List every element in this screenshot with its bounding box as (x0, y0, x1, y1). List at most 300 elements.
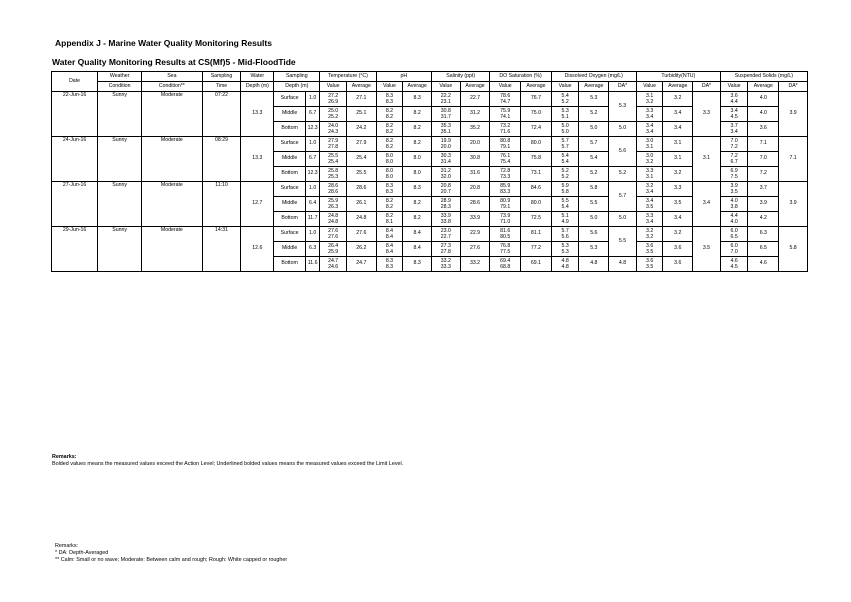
salinity-values (431, 227, 460, 242)
do-saturation-values-reading: 79.1 (500, 204, 511, 210)
suspended-solids-values-reading: 7.0 (730, 138, 738, 144)
temperature-values (320, 92, 347, 107)
dissolved-oxygen-values-reading: 5.1 (561, 213, 569, 219)
dissolved-oxygen-values (551, 92, 579, 107)
turbidity-values-reading: 3.4 (646, 129, 654, 135)
turbidity-values-reading: 3.6 (646, 243, 654, 249)
dissolved-oxygen-average: 5.6 (579, 227, 609, 242)
ph-values-reading: 8.0 (385, 159, 394, 165)
do-saturation-values-reading: 79.1 (500, 144, 511, 150)
suspended-solids-values (720, 197, 748, 212)
sampling-depth-cell: 1.0 (305, 92, 319, 107)
dissolved-oxygen-values-reading: 5.7 (561, 144, 569, 150)
suspended-solids-values-reading: 7.5 (730, 174, 738, 180)
date-cell: 29-Jun-16 (52, 227, 98, 272)
suspended-solids-average: 4.2 (748, 212, 779, 227)
ph-average: 8.2 (403, 137, 432, 152)
turbidity-values (636, 242, 663, 257)
suspended-solids-values-reading: 4.0 (730, 219, 738, 225)
ph-values-reading: 8.2 (385, 213, 394, 219)
temperature-average: 27.1 (346, 92, 376, 107)
dissolved-oxygen-values-reading: 5.4 (561, 153, 569, 159)
dissolved-oxygen-values (551, 227, 579, 242)
dissolved-oxygen-da-bottom: 5.2 (609, 167, 637, 182)
header-dosat-average: Average (521, 82, 552, 92)
do-saturation-values-reading: 68.8 (500, 264, 511, 270)
salinity-values-reading: 33.2 (440, 258, 451, 264)
suspended-solids-values (720, 167, 748, 182)
temperature-values (320, 167, 347, 182)
suspended-solids-values-reading: 7.2 (730, 153, 738, 159)
table-row (52, 137, 808, 152)
temperature-average: 27.9 (346, 137, 376, 152)
sampling-level-cell: Bottom (274, 122, 306, 137)
salinity-values-reading: 33.3 (440, 264, 451, 270)
temperature-values (320, 182, 347, 197)
salinity-values-reading: 28.3 (440, 204, 451, 210)
dissolved-oxygen-values-reading: 5.1 (561, 114, 569, 120)
sampling-time-cell: 14:31 (202, 227, 241, 272)
sampling-depth-cell: 6.7 (305, 107, 319, 122)
suspended-solids-values (720, 227, 748, 242)
dissolved-oxygen-values (551, 152, 579, 167)
dissolved-oxygen-average: 5.0 (579, 122, 609, 137)
temperature-values-reading: 27.6 (328, 228, 339, 234)
header-water-depth-sub: Depth (m) (241, 82, 274, 92)
dissolved-oxygen-values-reading: 5.8 (561, 189, 569, 195)
dissolved-oxygen-values-reading: 5.7 (561, 138, 569, 144)
remarks-bottom (55, 543, 287, 565)
dissolved-oxygen-values-reading: 5.2 (561, 168, 569, 174)
ph-average: 8.4 (403, 227, 432, 242)
sampling-level-cell: Surface (274, 182, 306, 197)
ph-values (376, 122, 403, 137)
header-turb-average: Average (663, 82, 693, 92)
suspended-solids-da: 5.8 (779, 227, 808, 272)
turbidity-values (636, 197, 663, 212)
salinity-values (431, 92, 460, 107)
do-saturation-values-reading: 77.5 (500, 249, 511, 255)
do-saturation-values-reading: 75.9 (500, 108, 511, 114)
ph-average: 8.4 (403, 242, 432, 257)
suspended-solids-values-reading: 4.5 (730, 264, 738, 270)
temperature-values-reading: 28.6 (328, 189, 339, 195)
temperature-values-reading: 25.9 (328, 249, 339, 255)
dissolved-oxygen-values-reading: 5.3 (561, 249, 569, 255)
turbidity-average: 3.6 (663, 257, 693, 272)
turbidity-values-reading: 3.3 (646, 108, 654, 114)
salinity-average: 20.8 (460, 182, 490, 197)
turbidity-values (636, 212, 663, 227)
header-weather: Weather (98, 72, 142, 82)
temperature-values-reading: 24.6 (328, 264, 339, 270)
suspended-solids-values-reading: 6.5 (730, 234, 738, 240)
dissolved-oxygen-average: 5.8 (579, 182, 609, 197)
salinity-values-reading: 19.9 (440, 138, 451, 144)
turbidity-values-reading: 3.3 (646, 168, 654, 174)
suspended-solids-da: 7.1 (779, 137, 808, 182)
do-saturation-values (490, 257, 521, 272)
suspended-solids-average: 7.1 (748, 137, 779, 152)
header-sampling-time-sub: Time (202, 82, 241, 92)
header-sal-value: Value (431, 82, 460, 92)
dissolved-oxygen-average: 5.3 (579, 92, 609, 107)
salinity-values (431, 167, 460, 182)
temperature-values-reading: 28.6 (328, 183, 339, 189)
suspended-solids-da: 3.9 (779, 92, 808, 137)
table-body (52, 92, 808, 272)
suspended-solids-values (720, 122, 748, 137)
temperature-average: 25.4 (346, 152, 376, 167)
salinity-average: 33.2 (460, 257, 490, 272)
do-saturation-values-reading: 74.1 (500, 114, 511, 120)
turbidity-values (636, 257, 663, 272)
do-saturation-values (490, 167, 521, 182)
temperature-values (320, 137, 347, 152)
header-do-value: Value (551, 82, 579, 92)
temperature-values (320, 107, 347, 122)
temperature-values-reading: 24.8 (328, 213, 339, 219)
do-saturation-values-reading: 83.3 (500, 189, 511, 195)
header-ss-value: Value (720, 82, 748, 92)
turbidity-da: 3.1 (693, 137, 721, 182)
suspended-solids-average: 4.6 (748, 257, 779, 272)
do-saturation-average: 69.1 (521, 257, 552, 272)
temperature-average: 25.1 (346, 107, 376, 122)
ph-values (376, 197, 403, 212)
ph-values-reading: 8.0 (385, 174, 394, 180)
header-turb-da: DA* (693, 82, 721, 92)
sampling-depth-cell: 1.0 (305, 182, 319, 197)
salinity-values-reading: 30.3 (440, 153, 451, 159)
salinity-values (431, 137, 460, 152)
dissolved-oxygen-da: 5.3 (609, 92, 637, 122)
do-saturation-values-reading: 85.9 (500, 183, 511, 189)
ph-values-reading: 8.3 (385, 258, 394, 264)
dissolved-oxygen-values (551, 182, 579, 197)
ph-values-reading: 8.4 (385, 234, 394, 240)
suspended-solids-values-reading: 3.4 (730, 108, 738, 114)
header-dissolved-oxygen: Dissolved Oxygen (mg/L) (551, 72, 636, 82)
temperature-average: 26.2 (346, 242, 376, 257)
turbidity-values (636, 137, 663, 152)
header-sampling-depth: Sampling (274, 72, 320, 82)
turbidity-da: 3.5 (693, 227, 721, 272)
salinity-values-reading: 20.8 (440, 183, 451, 189)
dissolved-oxygen-average: 5.4 (579, 152, 609, 167)
dissolved-oxygen-values (551, 107, 579, 122)
temperature-values (320, 257, 347, 272)
do-saturation-values-reading: 80.9 (500, 198, 511, 204)
do-saturation-values (490, 137, 521, 152)
salinity-average: 33.9 (460, 212, 490, 227)
dissolved-oxygen-da: 5.7 (609, 182, 637, 212)
suspended-solids-values-reading: 7.2 (730, 144, 738, 150)
turbidity-values-reading: 3.5 (646, 264, 654, 270)
turbidity-values-reading: 3.5 (646, 204, 654, 210)
salinity-values-reading: 23.1 (440, 99, 451, 105)
do-saturation-values-reading: 74.7 (500, 99, 511, 105)
sampling-level-cell: Surface (274, 92, 306, 107)
sampling-depth-cell: 11.7 (305, 212, 319, 227)
dissolved-oxygen-da-bottom: 4.8 (609, 257, 637, 272)
do-saturation-values (490, 197, 521, 212)
dissolved-oxygen-values (551, 197, 579, 212)
suspended-solids-values-reading: 3.6 (730, 93, 738, 99)
remarks-top (52, 454, 403, 468)
turbidity-average: 3.2 (663, 227, 693, 242)
dissolved-oxygen-values-reading: 5.3 (561, 108, 569, 114)
suspended-solids-values-reading: 4.6 (730, 258, 738, 264)
suspended-solids-values-reading: 6.7 (730, 159, 738, 165)
sampling-time-cell: 07:22 (202, 92, 241, 137)
turbidity-values-reading: 3.2 (646, 228, 654, 234)
header-ss-average: Average (748, 82, 779, 92)
suspended-solids-da: 3.9 (779, 182, 808, 227)
header-do-da: DA* (609, 82, 637, 92)
do-saturation-values-reading: 71.6 (500, 129, 511, 135)
dissolved-oxygen-average: 4.8 (579, 257, 609, 272)
salinity-average: 35.2 (460, 122, 490, 137)
sampling-level-cell: Bottom (274, 257, 306, 272)
sampling-depth-cell: 6.7 (305, 152, 319, 167)
dissolved-oxygen-values (551, 137, 579, 152)
turbidity-values-reading: 3.6 (646, 258, 654, 264)
salinity-values-reading: 23.0 (440, 228, 451, 234)
ph-values-reading: 8.4 (385, 243, 394, 249)
salinity-values (431, 242, 460, 257)
remarks-bottom-sea: ** Calm: Small or no wave; Moderate: Between calm and rough; Rough: White capped or rougher (55, 557, 288, 564)
turbidity-values-reading: 3.1 (646, 144, 654, 150)
salinity-values-reading: 35.3 (440, 123, 451, 129)
turbidity-values (636, 92, 663, 107)
remarks-top-text: Bolded values means the measured values exceed the Action Level; Underlined bolded values means the measured values exceed the Limit Level. (52, 461, 404, 467)
do-saturation-values-reading: 75.4 (500, 159, 511, 165)
dissolved-oxygen-values-reading: 4.8 (561, 258, 569, 264)
dissolved-oxygen-values-reading: 5.6 (561, 234, 569, 240)
do-saturation-values-reading: 81.6 (500, 228, 511, 234)
ph-average: 8.2 (403, 107, 432, 122)
suspended-solids-average: 3.6 (748, 122, 779, 137)
turbidity-values (636, 182, 663, 197)
suspended-solids-average: 4.0 (748, 92, 779, 107)
salinity-average: 28.6 (460, 197, 490, 212)
ph-average: 8.3 (403, 257, 432, 272)
turbidity-average: 3.4 (663, 107, 693, 122)
sampling-depth-cell: 12.3 (305, 167, 319, 182)
ph-values (376, 107, 403, 122)
suspended-solids-values-reading: 6.0 (730, 228, 738, 234)
dissolved-oxygen-values-reading: 5.9 (561, 183, 569, 189)
do-saturation-average: 75.8 (521, 152, 552, 167)
header-sea-sub: Condition** (142, 82, 202, 92)
sampling-depth-cell: 1.0 (305, 227, 319, 242)
turbidity-values (636, 107, 663, 122)
turbidity-average: 3.3 (663, 182, 693, 197)
do-saturation-values (490, 227, 521, 242)
salinity-values (431, 182, 460, 197)
salinity-average: 20.0 (460, 137, 490, 152)
turbidity-values-reading: 3.4 (646, 114, 654, 120)
table-row (52, 182, 808, 197)
ph-values-reading: 8.3 (385, 93, 394, 99)
do-saturation-values-reading: 72.8 (500, 168, 511, 174)
temperature-values (320, 197, 347, 212)
sampling-depth-cell: 6.4 (305, 197, 319, 212)
do-saturation-values (490, 152, 521, 167)
suspended-solids-values-reading: 6.9 (730, 168, 738, 174)
temperature-values-reading: 26.4 (328, 243, 339, 249)
ph-values (376, 212, 403, 227)
do-saturation-average: 72.5 (521, 212, 552, 227)
salinity-values-reading: 27.3 (440, 243, 451, 249)
turbidity-average: 3.2 (663, 167, 693, 182)
ph-values-reading: 8.3 (385, 99, 394, 105)
temperature-average: 25.5 (346, 167, 376, 182)
ph-values-reading: 8.2 (385, 108, 394, 114)
suspended-solids-values (720, 92, 748, 107)
ph-values-reading: 8.1 (385, 219, 394, 225)
ph-values-reading: 8.3 (385, 264, 394, 270)
turbidity-values (636, 152, 663, 167)
do-saturation-values-reading: 76.8 (500, 243, 511, 249)
do-saturation-values-reading: 73.9 (500, 213, 511, 219)
dissolved-oxygen-da: 5.6 (609, 137, 637, 167)
dissolved-oxygen-average: 5.2 (579, 167, 609, 182)
salinity-average: 30.8 (460, 152, 490, 167)
turbidity-average: 3.1 (663, 137, 693, 152)
dissolved-oxygen-da: 5.5 (609, 227, 637, 257)
temperature-values-reading: 24.8 (328, 219, 339, 225)
salinity-average: 22.9 (460, 227, 490, 242)
temperature-average: 26.1 (346, 197, 376, 212)
temperature-average: 24.8 (346, 212, 376, 227)
do-saturation-values-reading: 73.2 (500, 123, 511, 129)
dissolved-oxygen-values-reading: 5.0 (561, 123, 569, 129)
ph-values (376, 257, 403, 272)
dissolved-oxygen-average: 5.7 (579, 137, 609, 152)
do-saturation-average: 81.1 (521, 227, 552, 242)
ph-values-reading: 8.0 (385, 153, 394, 159)
do-saturation-values-reading: 71.0 (500, 219, 511, 225)
dissolved-oxygen-values-reading: 5.0 (561, 129, 569, 135)
temperature-values (320, 212, 347, 227)
temperature-values-reading: 24.7 (328, 258, 339, 264)
turbidity-da: 3.3 (693, 92, 721, 137)
sampling-level-cell: Middle (274, 197, 306, 212)
temperature-values (320, 242, 347, 257)
dissolved-oxygen-values-reading: 5.4 (561, 93, 569, 99)
salinity-values (431, 107, 460, 122)
sampling-depth-cell: 6.3 (305, 242, 319, 257)
sea-condition-cell: Moderate (142, 227, 202, 272)
do-saturation-average: 75.0 (521, 107, 552, 122)
temperature-values-reading: 27.2 (328, 93, 339, 99)
dissolved-oxygen-values-reading: 5.4 (561, 204, 569, 210)
ph-values-reading: 8.2 (385, 198, 394, 204)
dissolved-oxygen-values-reading: 5.5 (561, 198, 569, 204)
do-saturation-values-reading: 76.1 (500, 153, 511, 159)
do-saturation-values-reading: 69.4 (500, 258, 511, 264)
temperature-values-reading: 27.8 (328, 144, 339, 150)
weather-cell: Sunny (98, 182, 142, 227)
dissolved-oxygen-values-reading: 5.7 (561, 228, 569, 234)
salinity-values-reading: 31.4 (440, 159, 451, 165)
ph-values-reading: 8.2 (385, 123, 394, 129)
suspended-solids-values (720, 257, 748, 272)
do-saturation-average: 72.4 (521, 122, 552, 137)
temperature-values (320, 152, 347, 167)
ph-average: 8.0 (403, 167, 432, 182)
do-saturation-values (490, 92, 521, 107)
water-depth-cell: 13.3 (241, 92, 274, 137)
weather-cell: Sunny (98, 227, 142, 272)
suspended-solids-average: 6.5 (748, 242, 779, 257)
sampling-time-cell: 08:29 (202, 137, 241, 182)
turbidity-values-reading: 3.2 (646, 99, 654, 105)
dissolved-oxygen-average: 5.2 (579, 107, 609, 122)
turbidity-values (636, 167, 663, 182)
header-temp-average: Average (346, 82, 376, 92)
temperature-values-reading: 25.0 (328, 108, 339, 114)
suspended-solids-values-reading: 4.0 (730, 198, 738, 204)
remarks-top-heading: Remarks: (52, 454, 77, 460)
ph-values (376, 137, 403, 152)
turbidity-average: 3.5 (663, 197, 693, 212)
salinity-average: 31.2 (460, 107, 490, 122)
header-turb-value: Value (636, 82, 663, 92)
temperature-values-reading: 25.4 (328, 159, 339, 165)
temperature-values-reading: 25.2 (328, 114, 339, 120)
dissolved-oxygen-values (551, 212, 579, 227)
header-dosat-value: Value (490, 82, 521, 92)
ph-average: 8.2 (403, 197, 432, 212)
turbidity-values-reading: 3.1 (646, 174, 654, 180)
ph-values-reading: 8.0 (385, 168, 394, 174)
do-saturation-values-reading: 78.6 (500, 93, 511, 99)
remarks-bottom-heading: Remarks: (55, 543, 79, 549)
salinity-values (431, 122, 460, 137)
ph-values (376, 152, 403, 167)
dissolved-oxygen-average: 5.3 (579, 242, 609, 257)
suspended-solids-values-reading: 3.5 (730, 189, 738, 195)
turbidity-da: 3.4 (693, 182, 721, 227)
turbidity-values-reading: 3.1 (646, 93, 654, 99)
turbidity-values-reading: 3.0 (646, 138, 654, 144)
suspended-solids-average: 4.0 (748, 107, 779, 122)
salinity-values-reading: 33.8 (440, 219, 451, 225)
header-temperature: Temperature (°C) (320, 72, 376, 82)
turbidity-values-reading: 3.4 (646, 198, 654, 204)
dissolved-oxygen-da-bottom: 5.0 (609, 212, 637, 227)
dissolved-oxygen-values-reading: 4.9 (561, 219, 569, 225)
header-water-depth: Water (241, 72, 274, 82)
temperature-values (320, 227, 347, 242)
ph-values (376, 242, 403, 257)
turbidity-values-reading: 3.5 (646, 249, 654, 255)
header-suspended-solids: Suspended Solids (mg/L) (720, 72, 807, 82)
dissolved-oxygen-values (551, 242, 579, 257)
do-saturation-average: 80.0 (521, 137, 552, 152)
ph-average: 8.0 (403, 152, 432, 167)
ph-values (376, 182, 403, 197)
ph-values-reading: 8.3 (385, 189, 394, 195)
ph-average: 8.3 (403, 92, 432, 107)
ph-values (376, 227, 403, 242)
salinity-average: 31.6 (460, 167, 490, 182)
salinity-values-reading: 28.9 (440, 198, 451, 204)
header-sea: Sea (142, 72, 202, 82)
